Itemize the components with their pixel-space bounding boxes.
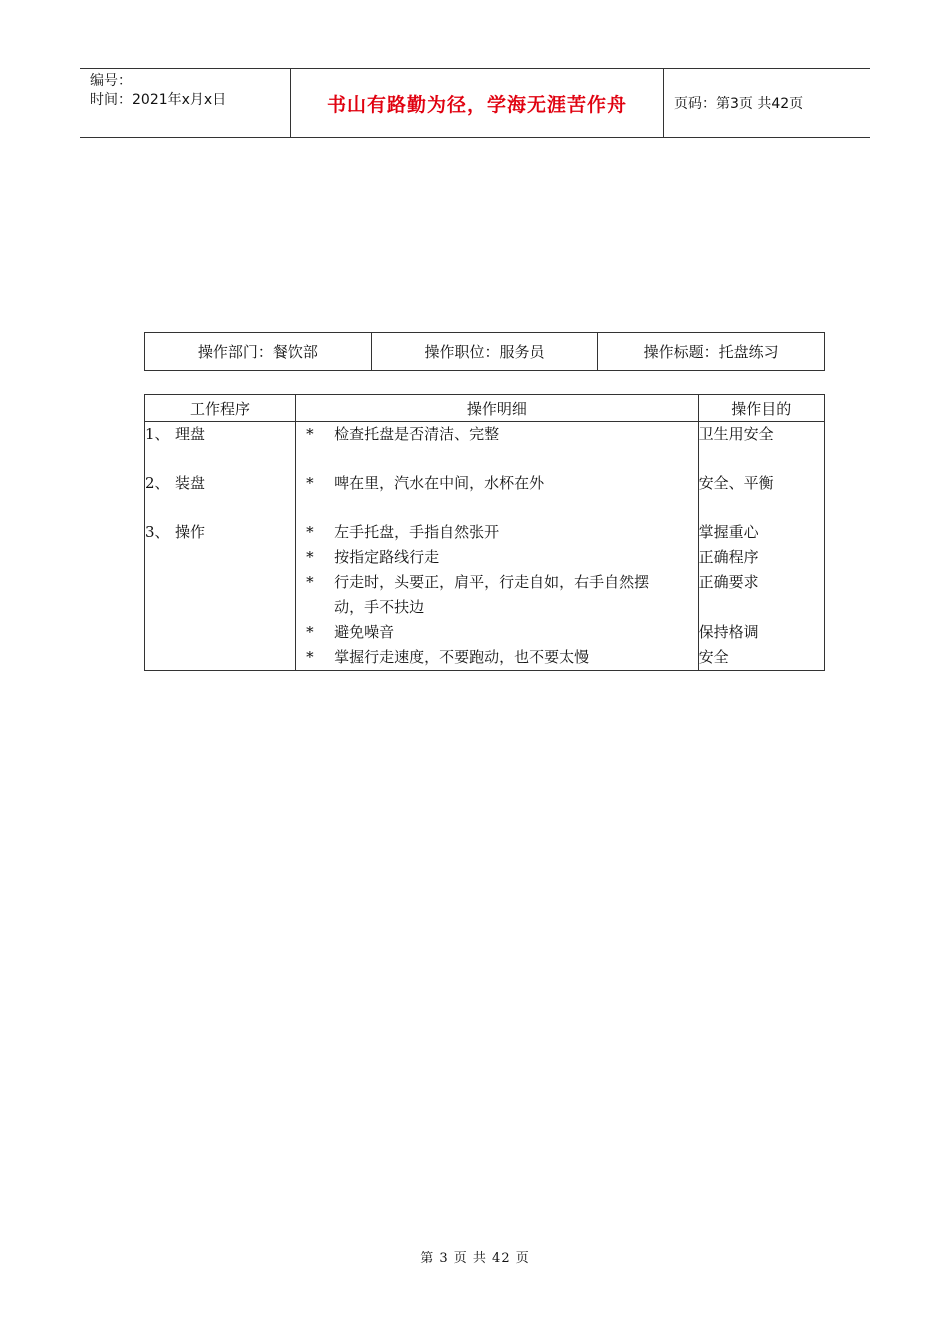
detail-line: * 行走时，头要正，肩平，行走自如，右手自然摆 bbox=[306, 573, 650, 591]
header-detail: 操作明细 bbox=[296, 395, 698, 422]
date-label: 时间：2021年x月x日 bbox=[90, 92, 227, 108]
detail-line: * 啤在里，汽水在中间，水杯在外 bbox=[306, 474, 545, 492]
page-footer: 第 3 页 共 42 页 bbox=[420, 1251, 530, 1266]
purpose-line: 安全、平衡 bbox=[698, 474, 774, 492]
step-1: 1、 理盘 bbox=[145, 425, 206, 443]
number-label: 编号： bbox=[90, 73, 132, 89]
detail-line: * 左手托盘，手指自然张开 bbox=[306, 523, 500, 541]
purpose-line: 正确程序 bbox=[698, 548, 759, 566]
header-meta bbox=[80, 69, 291, 137]
title-cell: 操作标题：托盘练习 bbox=[598, 333, 825, 371]
header-page-label: 页码：第3页 共42页 bbox=[674, 96, 804, 112]
position-cell: 操作职位：服务员 bbox=[371, 333, 598, 371]
detail-column bbox=[296, 422, 698, 671]
purpose-line: 卫生用安全 bbox=[698, 425, 774, 443]
detail-line-continued: 动，手不扶边 bbox=[334, 598, 425, 616]
procedure-table bbox=[144, 394, 825, 671]
header-purpose: 操作目的 bbox=[698, 395, 824, 422]
department-cell: 操作部门：餐饮部 bbox=[145, 333, 372, 371]
purpose-column bbox=[698, 422, 824, 671]
step-2: 2、 装盘 bbox=[145, 474, 206, 492]
header-motto: 书山有路勤为径，学海无涯苦作舟 bbox=[291, 69, 664, 137]
header-procedure: 工作程序 bbox=[145, 395, 296, 422]
detail-line: * 按指定路线行走 bbox=[306, 548, 440, 566]
detail-line: * 避免噪音 bbox=[306, 623, 395, 641]
detail-line: * 掌握行走速度，不要跑动，也不要太慢 bbox=[306, 648, 590, 666]
info-table bbox=[144, 332, 825, 371]
procedure-column bbox=[145, 422, 296, 671]
purpose-line: 掌握重心 bbox=[698, 523, 759, 541]
step-3: 3、 操作 bbox=[145, 523, 206, 541]
detail-line: * 检查托盘是否清洁、完整 bbox=[306, 425, 500, 443]
purpose-line: 保持格调 bbox=[698, 623, 759, 641]
document-header bbox=[80, 68, 870, 138]
purpose-line: 正确要求 bbox=[698, 573, 759, 591]
purpose-line: 安全 bbox=[698, 648, 729, 666]
